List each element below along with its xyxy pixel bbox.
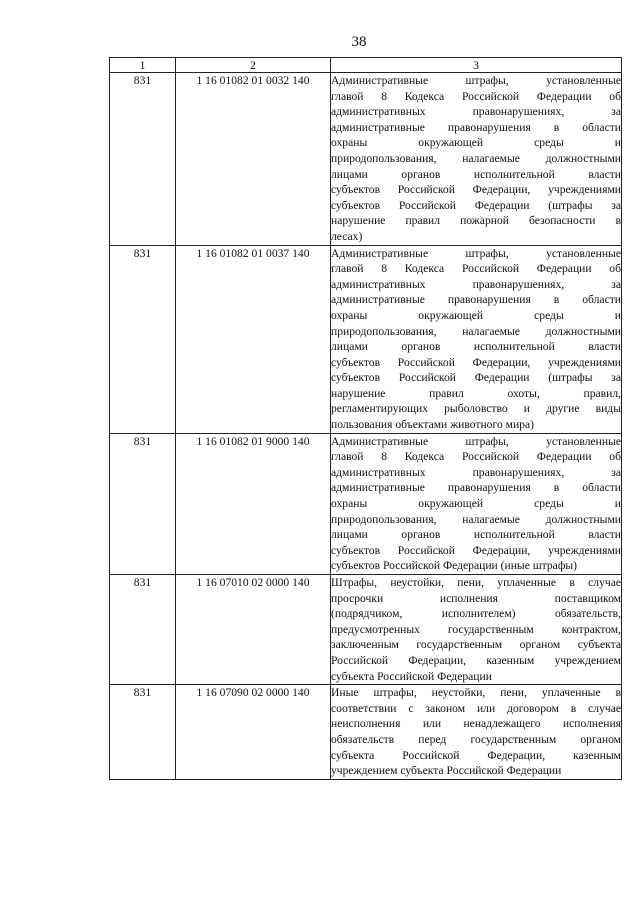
description-cell: [331, 73, 622, 246]
description-line: природопользования, налагаемые должностными: [331, 512, 621, 526]
description-line: нарушение правил пожарной безопасности в: [331, 214, 621, 228]
description-line: Административные штрафы, установленные: [331, 74, 621, 87]
description-line: субъектов Российской Федерации (иные штрафы): [331, 559, 577, 573]
description-line: лицами органов исполнительной власти: [331, 528, 621, 542]
description-line: нарушение правил охоты, правил,: [331, 386, 621, 400]
description-line: административных правонарушениях, за: [331, 465, 621, 479]
description-line: субъектов Российской Федерации, учреждениями: [331, 543, 621, 557]
classification-code-cell: 1 16 07010 02 0000 140: [176, 575, 331, 685]
admin-code-cell: 831: [110, 245, 176, 433]
admin-code-cell: 831: [110, 575, 176, 685]
description-line: субъектов Российской Федерации, учреждениями: [331, 355, 621, 369]
description-line: пользования объектами животного мира): [331, 418, 534, 432]
description-line: предусмотренных государственным контрактом,: [331, 622, 621, 636]
description-cell: [331, 685, 622, 780]
description-line: административные правонарушения в области: [331, 293, 621, 307]
description-line: учреждением субъекта Российской Федерации: [331, 764, 562, 778]
classification-code-cell: 1 16 07090 02 0000 140: [176, 685, 331, 780]
description-line: административных правонарушениях, за: [331, 277, 621, 291]
classification-code-cell: 1 16 01082 01 9000 140: [176, 433, 331, 574]
classification-code-cell: 1 16 01082 01 0032 140: [176, 73, 331, 246]
description-line: лицами органов исполнительной власти: [331, 340, 621, 354]
table-row: [110, 245, 622, 433]
classification-code-cell: 1 16 01082 01 0037 140: [176, 245, 331, 433]
column-header-3: 3: [331, 58, 622, 73]
description-line: природопользования, налагаемые должностными: [331, 151, 621, 165]
description-line: административных правонарушениях, за: [331, 105, 621, 119]
table-row: [110, 73, 622, 246]
description-line: административные правонарушения в области: [331, 120, 621, 134]
budget-classification-table: [109, 57, 622, 780]
description-line: Иные штрафы, неустойки, пени, уплаченные в: [331, 686, 621, 700]
description-line: Административные штрафы, установленные: [331, 434, 621, 448]
admin-code-cell: 831: [110, 433, 176, 574]
column-header-2: 2: [176, 58, 331, 73]
page-number: 38: [351, 34, 367, 50]
description-line: охраны окружающей среды и: [331, 308, 621, 322]
table-row: [110, 685, 622, 780]
description-cell: [331, 245, 622, 433]
description-line: охраны окружающей среды и: [331, 497, 621, 511]
description-line: Административные штрафы, установленные: [331, 246, 621, 260]
description-line: главой 8 Кодекса Российской Федерации об: [331, 89, 621, 103]
description-line: субъекта Российской Федерации: [331, 669, 492, 683]
admin-code-cell: 831: [110, 73, 176, 246]
description-line: субъектов Российской Федерации, учреждениями: [331, 183, 621, 197]
description-line: главой 8 Кодекса Российской Федерации об: [331, 450, 621, 464]
description-line: неисполнения или ненадлежащего исполнения: [331, 717, 621, 731]
table-row: [110, 433, 622, 574]
description-cell: [331, 575, 622, 685]
description-line: главой 8 Кодекса Российской Федерации об: [331, 262, 621, 276]
description-line: (подрядчиком, исполнителем) обязательств,: [331, 607, 621, 621]
table-body: [110, 73, 622, 780]
description-line: регламентирующих рыболовство и другие виды: [331, 402, 621, 416]
description-line: просрочки исполнения поставщиком: [331, 591, 621, 605]
description-line: субъекта Российской Федерации, казенным: [331, 748, 621, 762]
description-cell: [331, 433, 622, 574]
description-line: субъектов Российской Федерации (штрафы за: [331, 198, 621, 212]
admin-code-cell: 831: [110, 685, 176, 780]
column-header-1: 1: [110, 58, 176, 73]
description-line: административные правонарушения в области: [331, 481, 621, 495]
description-line: охраны окружающей среды и: [331, 136, 621, 150]
description-line: Российской Федерации, казенным учреждением: [331, 653, 621, 667]
description-line: обязательств перед государственным органом: [331, 732, 621, 746]
description-line: соответствии с законом или договором в случае: [331, 701, 621, 715]
table-row: [110, 575, 622, 685]
description-line: природопользования, налагаемые должностными: [331, 324, 621, 338]
description-line: заключенным государственным органом субъекта: [331, 638, 621, 652]
description-line: Штрафы, неустойки, пени, уплаченные в случае: [331, 576, 621, 589]
description-line: лицами органов исполнительной власти: [331, 167, 621, 181]
table-header-row: [110, 58, 622, 73]
description-line: субъектов Российской Федерации (штрафы за: [331, 371, 621, 385]
description-line: лесах): [331, 229, 363, 243]
